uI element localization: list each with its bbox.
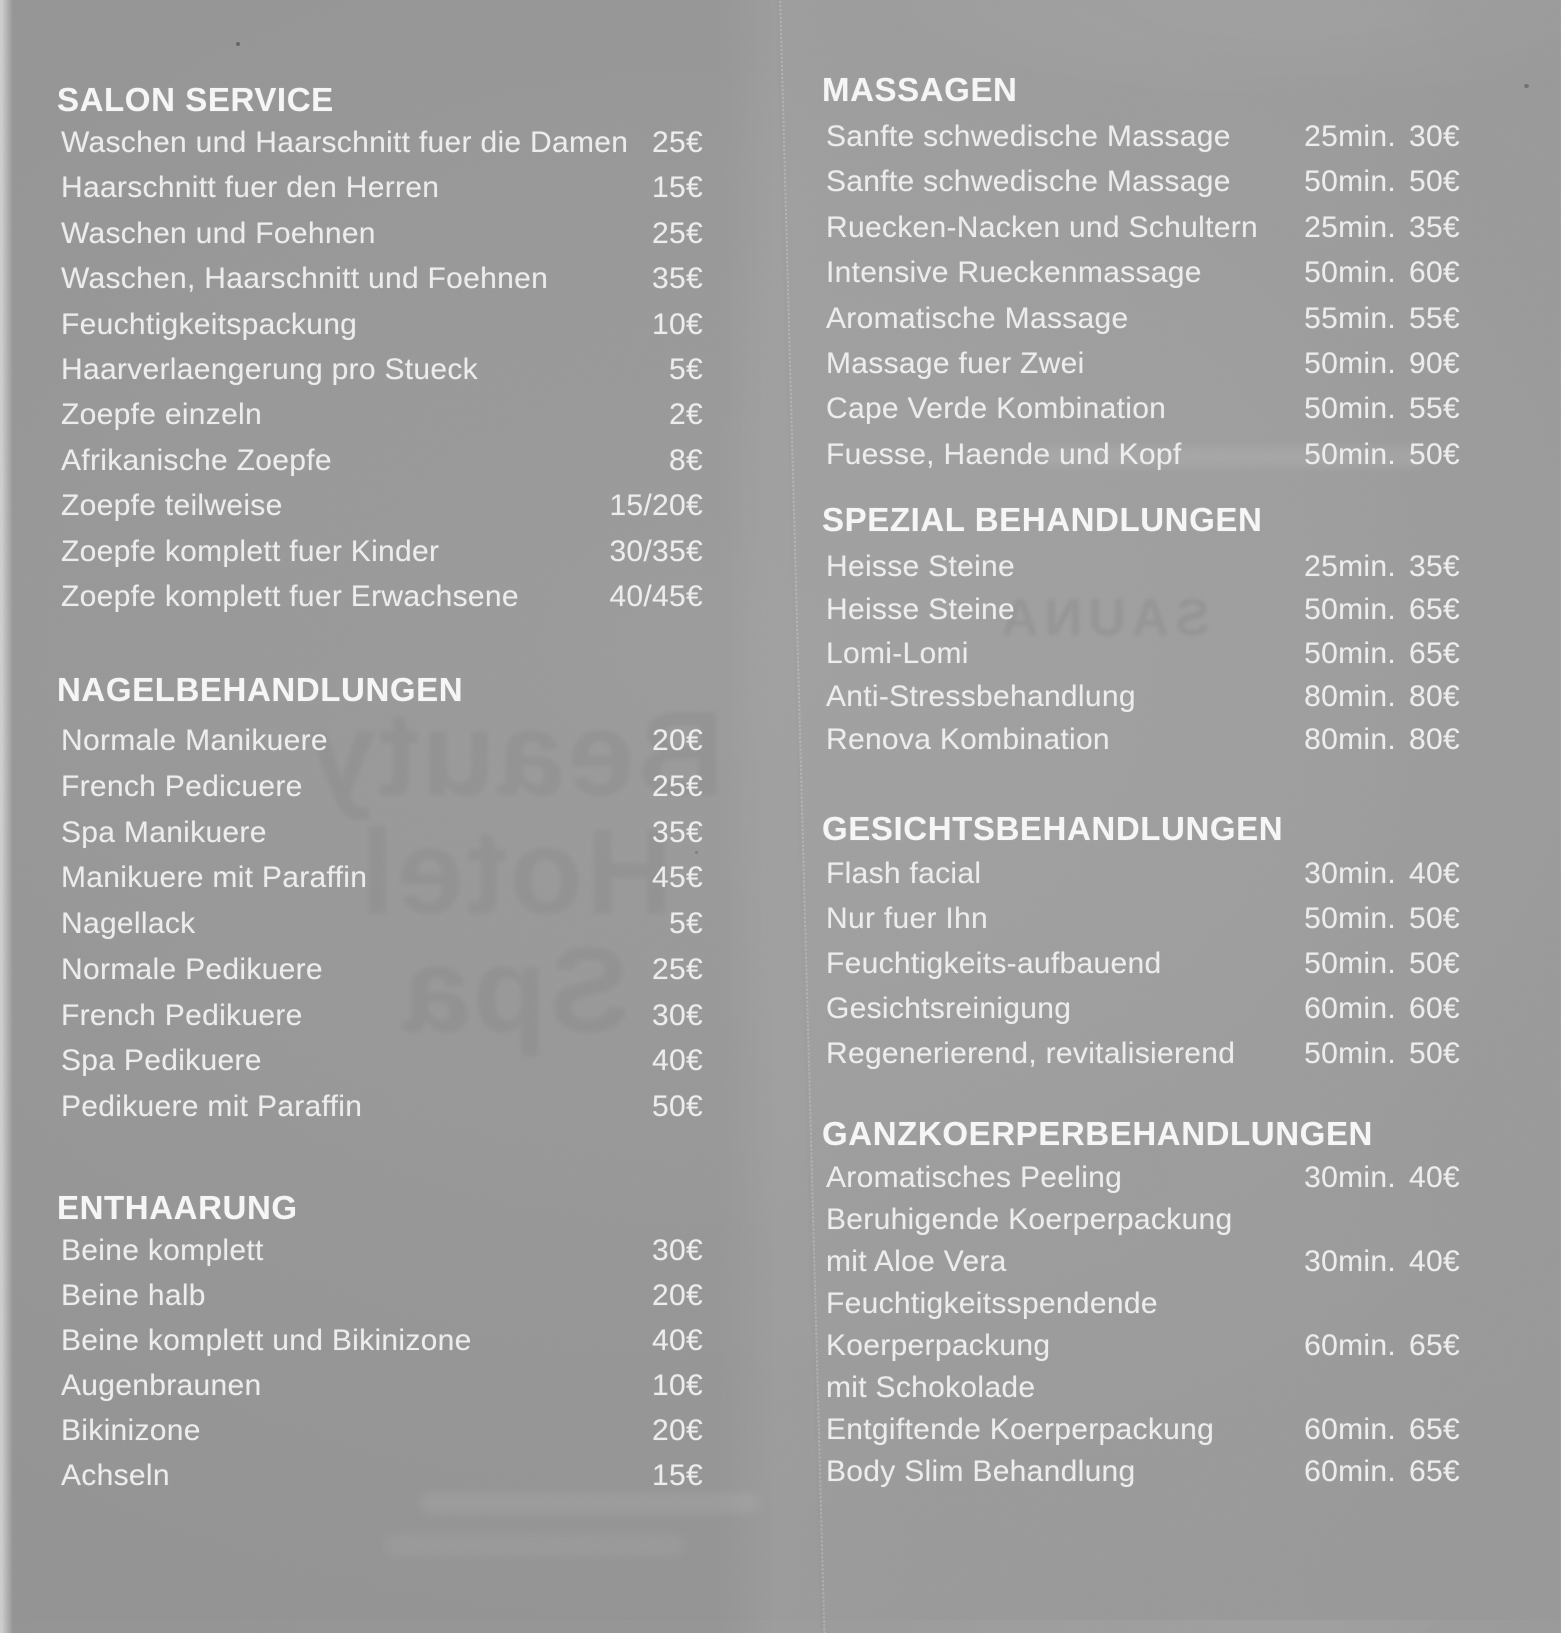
- menu-item-row: [822, 1241, 1460, 1283]
- item-price: 10€: [652, 307, 703, 341]
- item-price: 65€: [1409, 1413, 1460, 1446]
- item-price: 20€: [652, 1279, 703, 1312]
- menu-item-row: [57, 1453, 703, 1498]
- menu-item-row: [57, 302, 703, 347]
- item-price: 40€: [652, 1324, 703, 1357]
- item-label: Aromatisches Peeling: [826, 1161, 1123, 1194]
- item-label: Beine komplett: [61, 1234, 264, 1267]
- item-duration: 80min.: [1304, 723, 1396, 757]
- item-price: 5€: [669, 352, 703, 386]
- item-price: 15€: [652, 171, 703, 205]
- item-price: 20€: [652, 724, 703, 757]
- menu-item-row: [57, 855, 703, 901]
- item-price: 35€: [652, 815, 703, 849]
- menu-item-row: [822, 296, 1460, 341]
- item-label: Spa Manikuere: [61, 815, 267, 849]
- item-price: 30€: [652, 998, 703, 1032]
- item-label: Body Slim Behandlung: [826, 1455, 1136, 1488]
- menu-item-row: [57, 574, 703, 619]
- menu-item-row: [822, 588, 1460, 631]
- menu-item-row: [57, 947, 703, 993]
- item-duration: 25min.: [1304, 120, 1396, 153]
- section-title: SALON SERVICE: [57, 81, 334, 118]
- menu-item-row: [822, 632, 1460, 675]
- menu-item-row: [822, 114, 1460, 159]
- menu-item-row: [57, 810, 703, 856]
- item-duration: 50min.: [1304, 392, 1396, 426]
- menu-item-row: [822, 1157, 1460, 1199]
- section-rows: [57, 120, 703, 619]
- item-duration: 50min.: [1304, 947, 1396, 980]
- item-price: 45€: [652, 861, 703, 895]
- item-price: 50€: [1409, 165, 1460, 199]
- item-label: Anti-Stressbehandlung: [826, 679, 1136, 713]
- item-price: 65€: [1409, 593, 1460, 627]
- fold-crease-line: [779, 0, 825, 1633]
- item-duration: 30min.: [1304, 857, 1396, 890]
- item-label: Lomi-Lomi: [826, 636, 969, 670]
- menu-item-row: [57, 211, 703, 256]
- item-price: 40€: [1409, 1245, 1460, 1278]
- menu-item-row: [57, 1408, 703, 1453]
- item-label: Beruhigende Koerperpackung: [826, 1203, 1233, 1236]
- menu-item-row: [822, 432, 1460, 477]
- item-price: 15/20€: [609, 489, 703, 523]
- item-price: 50€: [1409, 947, 1460, 980]
- item-duration: 50min.: [1304, 1037, 1396, 1070]
- menu-item-row: [822, 341, 1460, 386]
- menu-item-row: [822, 896, 1460, 941]
- menu-item-row: [57, 1318, 703, 1363]
- item-label: Renova Kombination: [826, 723, 1110, 757]
- menu-item-row: [822, 159, 1460, 204]
- item-price: 30€: [1409, 120, 1460, 153]
- item-label: Spa Pedikuere: [61, 1044, 262, 1078]
- item-label: Cape Verde Kombination: [826, 392, 1167, 426]
- section-rows: [822, 1157, 1460, 1493]
- menu-item-row: [57, 1273, 703, 1318]
- item-label: Waschen und Haarschnitt fuer die Damen: [61, 126, 629, 159]
- menu-item-row: [57, 718, 703, 764]
- item-price: 80€: [1409, 679, 1460, 713]
- item-duration: 60min.: [1304, 1413, 1396, 1446]
- item-price: 25€: [652, 952, 703, 986]
- menu-item-row: [822, 1031, 1460, 1076]
- section-salon-service: [57, 81, 703, 613]
- section-title: MASSAGEN: [822, 71, 1018, 108]
- item-label: Feuchtigkeitsspendende: [826, 1287, 1158, 1320]
- item-duration: 50min.: [1304, 165, 1396, 199]
- item-price: 55€: [1409, 392, 1460, 426]
- item-price: 65€: [1409, 1455, 1460, 1488]
- item-price: 25€: [652, 216, 703, 250]
- item-price: 35€: [1409, 210, 1460, 244]
- section-rows: [57, 1228, 703, 1498]
- item-price: 50€: [1409, 1037, 1460, 1070]
- item-price: 40€: [1409, 1161, 1460, 1194]
- item-price: 2€: [669, 398, 703, 432]
- item-price: 40€: [652, 1044, 703, 1078]
- menu-item-row: [822, 386, 1460, 431]
- item-price: 35€: [652, 262, 703, 296]
- item-duration: 50min.: [1304, 593, 1396, 627]
- item-duration: 60min.: [1304, 992, 1396, 1025]
- item-label: Flash facial: [826, 857, 982, 890]
- dust-speck: [1524, 84, 1529, 88]
- item-label: Feuchtigkeitspackung: [61, 307, 358, 341]
- item-price: 50€: [1409, 437, 1460, 471]
- item-price: 65€: [1409, 1329, 1460, 1362]
- menu-item-row: [57, 347, 703, 392]
- item-duration: 60min.: [1304, 1455, 1396, 1488]
- menu-item-row: [57, 764, 703, 810]
- item-label: Entgiftende Koerperpackung: [826, 1413, 1215, 1446]
- item-price: 65€: [1409, 636, 1460, 670]
- item-price: 40€: [1409, 857, 1460, 890]
- item-price: 60€: [1409, 256, 1460, 290]
- menu-item-row: [822, 1451, 1460, 1493]
- item-duration: 50min.: [1304, 346, 1396, 380]
- menu-item-row: [57, 1084, 703, 1130]
- item-duration: 50min.: [1304, 437, 1396, 471]
- item-price: 55€: [1409, 301, 1460, 335]
- item-price: 25€: [652, 126, 703, 159]
- section-nagelbehandlungen: [57, 671, 703, 1123]
- item-label: Nur fuer Ihn: [826, 902, 989, 935]
- item-label: Augenbraunen: [61, 1369, 262, 1402]
- item-label: Manikuere mit Paraffin: [61, 861, 368, 895]
- menu-item-row: [822, 545, 1460, 588]
- item-duration: 50min.: [1304, 636, 1396, 670]
- bleed-through-streak: [385, 1534, 685, 1556]
- item-label: Heisse Steine: [826, 593, 1015, 627]
- item-label: Pedikuere mit Paraffin: [61, 1090, 363, 1123]
- item-label: Zoepfe einzeln: [61, 398, 263, 432]
- item-price: 25€: [652, 769, 703, 803]
- item-duration: 80min.: [1304, 679, 1396, 713]
- item-label: Feuchtigkeits-aufbauend: [826, 947, 1162, 980]
- menu-item-row: [57, 392, 703, 437]
- menu-item-row: [57, 483, 703, 528]
- menu-item-row: [822, 1325, 1460, 1367]
- item-price: 15€: [652, 1459, 703, 1492]
- item-label: Koerperpackung: [826, 1329, 1051, 1362]
- item-label: Ruecken-Nacken und Schultern: [826, 210, 1258, 244]
- menu-item-row: [57, 993, 703, 1039]
- section-gesichtsbehandlungen: [822, 810, 1460, 1070]
- item-label: Normale Manikuere: [61, 724, 328, 757]
- item-label: Intensive Rueckenmassage: [826, 256, 1202, 290]
- item-label: Haarverlaengerung pro Stueck: [61, 352, 478, 386]
- section-title: GANZKOERPERBEHANDLUNGEN: [822, 1115, 1373, 1152]
- menu-item-row: [822, 675, 1460, 718]
- item-label: Haarschnitt fuer den Herren: [61, 171, 440, 205]
- menu-item-row: [57, 1038, 703, 1084]
- menu-item-row: [57, 1363, 703, 1408]
- item-duration: 25min.: [1304, 550, 1396, 583]
- item-label: Zoepfe teilweise: [61, 489, 283, 523]
- bleed-through-sauna-text: SAUNA: [995, 589, 1210, 647]
- item-label: mit Schokolade: [826, 1371, 1036, 1404]
- item-label: Zoepfe komplett fuer Kinder: [61, 534, 440, 568]
- item-duration: 60min.: [1304, 1329, 1396, 1362]
- menu-item-row: [57, 438, 703, 483]
- item-price: 60€: [1409, 992, 1460, 1025]
- item-duration: 25min.: [1304, 210, 1396, 244]
- item-label: French Pedicuere: [61, 769, 303, 803]
- item-label: Beine halb: [61, 1279, 206, 1312]
- item-label: mit Aloe Vera: [826, 1245, 1007, 1278]
- item-label: Nagellack: [61, 907, 196, 940]
- item-price: 50€: [652, 1090, 703, 1123]
- dust-speck: [236, 42, 240, 46]
- item-label: Aromatische Massage: [826, 301, 1129, 335]
- menu-item-row: [822, 986, 1460, 1031]
- item-price: 40/45€: [609, 579, 703, 613]
- item-label: Regenerierend, revitalisierend: [826, 1037, 1236, 1070]
- item-duration: 30min.: [1304, 1161, 1396, 1194]
- menu-item-row: [57, 901, 703, 947]
- item-label: French Pedikuere: [61, 998, 303, 1032]
- item-price: 80€: [1409, 723, 1460, 757]
- item-price: 90€: [1409, 346, 1460, 380]
- section-title: ENTHAARUNG: [57, 1189, 298, 1226]
- item-label: Sanfte schwedische Massage: [826, 120, 1231, 153]
- item-price: 10€: [652, 1369, 703, 1402]
- menu-item-row: [57, 120, 703, 165]
- dust-speck: [695, 851, 698, 854]
- menu-item-row: [57, 165, 703, 210]
- item-price: 20€: [652, 1414, 703, 1447]
- item-label: Afrikanische Zoepfe: [61, 443, 332, 477]
- menu-item-row: [822, 250, 1460, 295]
- menu-item-row: [822, 718, 1460, 761]
- item-price: 5€: [669, 907, 703, 940]
- item-label: Waschen, Haarschnitt und Foehnen: [61, 262, 549, 296]
- item-label: Achseln: [61, 1459, 170, 1492]
- section-title: NAGELBEHANDLUNGEN: [57, 671, 464, 708]
- item-duration: 55min.: [1304, 301, 1396, 335]
- item-label: Beine komplett und Bikinizone: [61, 1324, 472, 1357]
- item-price: 30€: [652, 1234, 703, 1267]
- menu-item-row: [57, 529, 703, 574]
- section-rows: [822, 545, 1460, 761]
- section-enthaarung: [57, 1189, 703, 1492]
- item-label: Gesichtsreinigung: [826, 992, 1072, 1025]
- item-label: Fuesse, Haende und Kopf: [826, 437, 1182, 471]
- item-label: Zoepfe komplett fuer Erwachsene: [61, 579, 519, 613]
- menu-item-row: [57, 1228, 703, 1273]
- item-price: 8€: [669, 443, 703, 477]
- menu-item-row: [822, 205, 1460, 250]
- item-label: Massage fuer Zwei: [826, 346, 1085, 380]
- item-duration: 50min.: [1304, 902, 1396, 935]
- menu-item-row: [822, 1199, 1460, 1241]
- section-rows: [822, 851, 1460, 1076]
- item-label: Waschen und Foehnen: [61, 216, 376, 250]
- section-rows: [822, 114, 1460, 477]
- menu-item-row: [57, 256, 703, 301]
- item-price: 35€: [1409, 550, 1460, 583]
- menu-item-row: [822, 1367, 1460, 1409]
- section-ganzkoerperbehandlungen: [822, 1115, 1460, 1488]
- menu-item-row: [822, 941, 1460, 986]
- item-label: Normale Pedikuere: [61, 952, 323, 986]
- item-label: Bikinizone: [61, 1414, 201, 1447]
- section-massagen: [822, 71, 1460, 471]
- section-title: SPEZIAL BEHANDLUNGEN: [822, 501, 1263, 538]
- item-duration: 50min.: [1304, 256, 1396, 290]
- menu-item-row: [822, 851, 1460, 896]
- section-title: GESICHTSBEHANDLUNGEN: [822, 810, 1284, 847]
- menu-item-row: [822, 1409, 1460, 1451]
- item-label: Heisse Steine: [826, 550, 1015, 583]
- item-duration: 30min.: [1304, 1245, 1396, 1278]
- item-price: 50€: [1409, 902, 1460, 935]
- section-rows: [57, 718, 703, 1130]
- item-label: Sanfte schwedische Massage: [826, 165, 1231, 199]
- menu-item-row: [822, 1283, 1460, 1325]
- item-price: 30/35€: [609, 534, 703, 568]
